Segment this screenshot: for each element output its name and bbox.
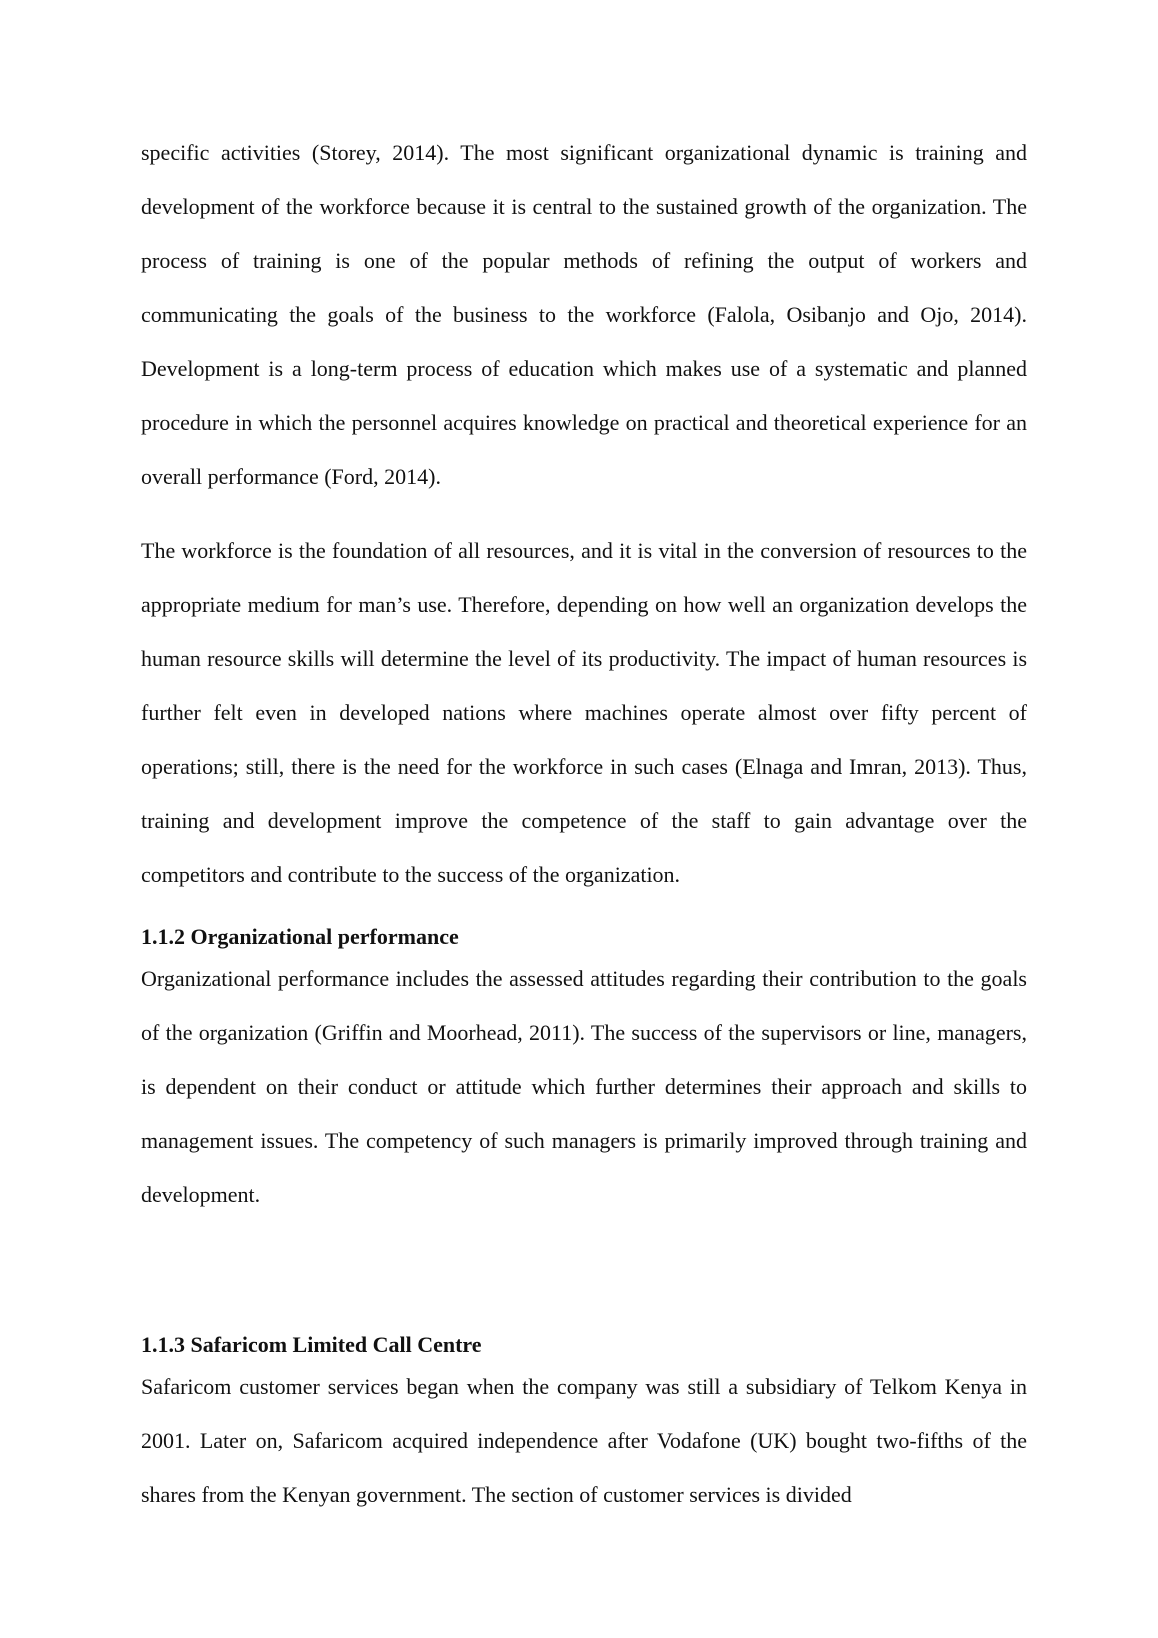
body-paragraph: Safaricom customer services began when the company was still a subsidiary of Telkom Kenya in 2001. Later on, Safaricom acquired independence after Vodafone (UK) bought two-fifths of the shares from the Kenyan government. The section of customer services is divided [141, 1374, 1027, 1507]
section-heading: 1.1.2 Organizational performance [141, 924, 459, 949]
section-heading: 1.1.3 Safaricom Limited Call Centre [141, 1332, 482, 1357]
page-content [141, 126, 1027, 1522]
body-paragraph: The workforce is the foundation of all resources, and it is vital in the conversion of resources to the appropriate medium for man’s use. Therefore, depending on how well an organization develops the human resource skills will determine the level of its productivity. The impact of human resources is further felt even in developed nations where machines operate almost over fifty percent of operations; still, there is the need for the workforce in such cases (Elnaga and Imran, 2013). Thus, training and development improve the competence of the staff to gain advantage over the competitors and contribute to the success of the organization. [141, 538, 1027, 887]
body-paragraph: specific activities (Storey, 2014). The most significant organizational dynamic is training and development of the workforce because it is central to the sustained growth of the organization. The process of training is one of the popular methods of refining the output of workers and communicating the goals of the business to the workforce (Falola, Osibanjo and Ojo, 2014). Development is a long-term process of education which makes use of a systematic and planned procedure in which the personnel acquires knowledge on practical and theoretical experience for an overall performance (Ford, 2014). [141, 140, 1027, 489]
body-paragraph: Organizational performance includes the assessed attitudes regarding their contribution to the goals of the organization (Griffin and Moorhead, 2011). The success of the supervisors or line, managers, is dependent on their conduct or attitude which further determines their approach and skills to management issues. The competency of such managers is primarily improved through training and development. [141, 966, 1027, 1207]
blank-space [141, 1222, 1027, 1330]
